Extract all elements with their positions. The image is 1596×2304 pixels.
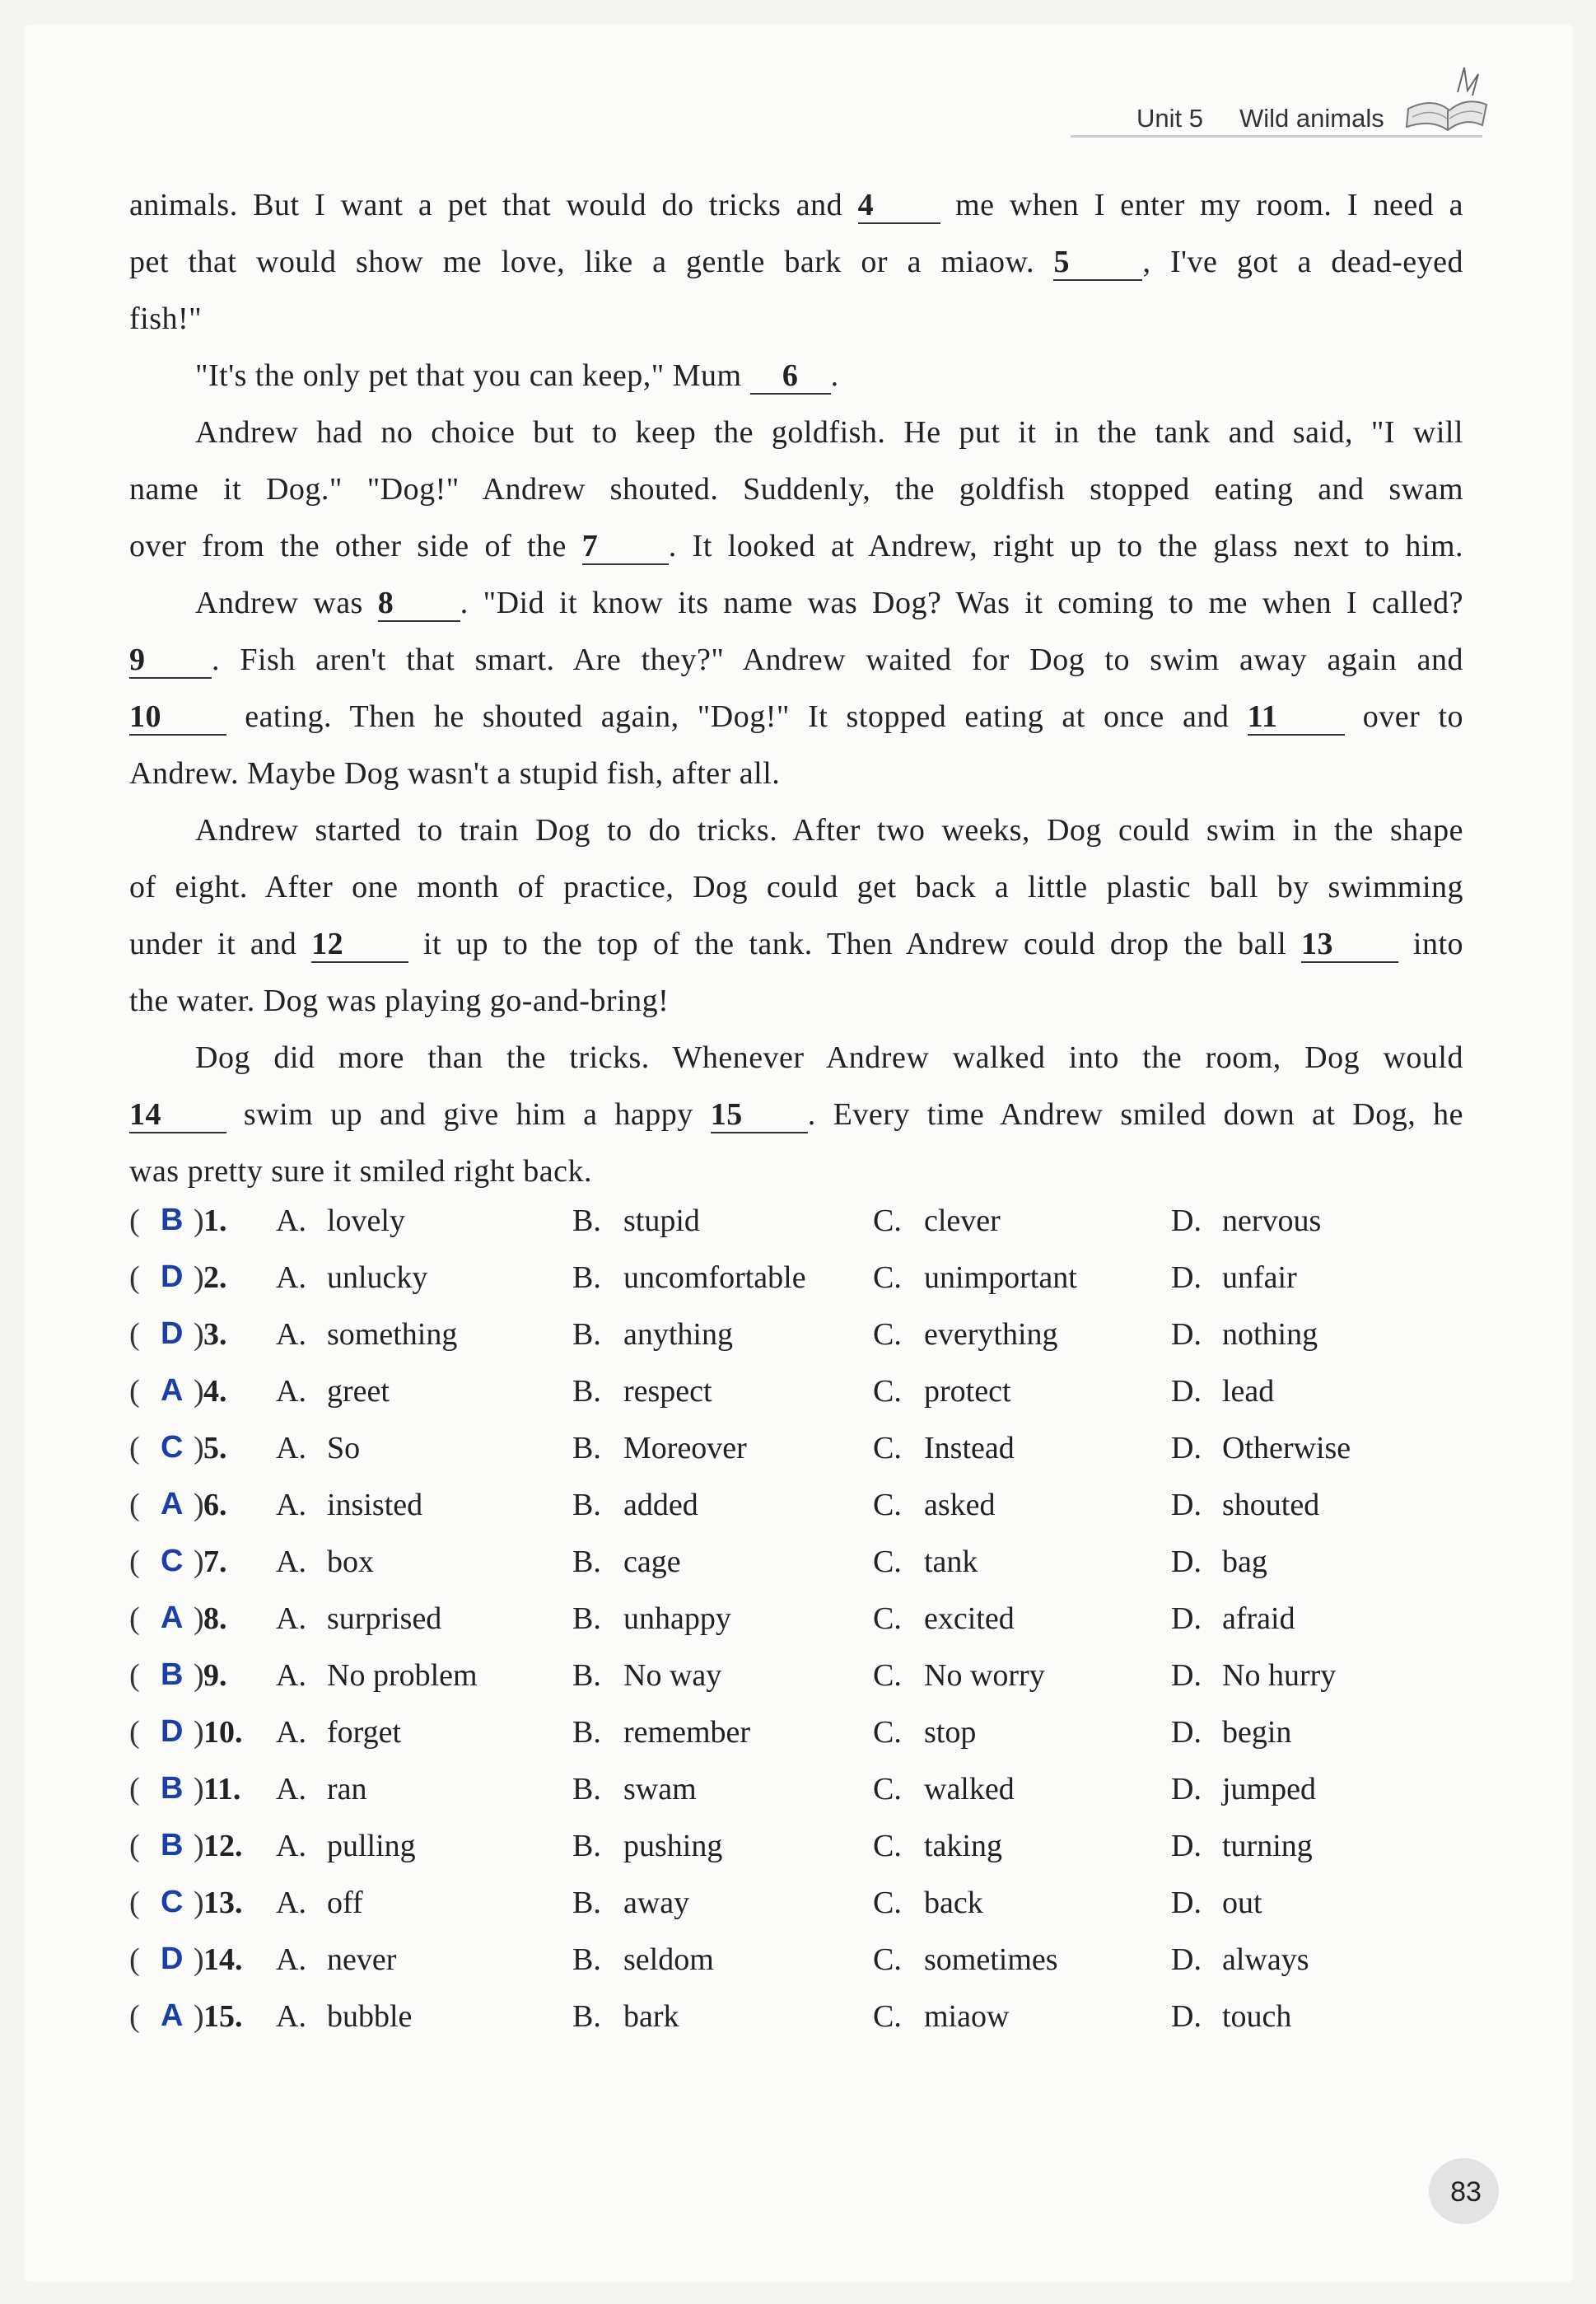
option-a: greet — [327, 1374, 390, 1409]
question-row — [129, 1487, 1480, 1536]
paren-open: ( — [129, 1488, 140, 1522]
passage-line: 9 . Fish aren't that smart. Are they?" Andrew waited for Dog to swim away again and — [129, 643, 1463, 677]
paren-close: ) — [194, 1886, 204, 1920]
question-row — [129, 1885, 1480, 1934]
option-c: sometimes — [924, 1942, 1058, 1977]
question-number: 12. — [203, 1829, 243, 1863]
option-d: afraid — [1222, 1601, 1295, 1636]
page-number-badge — [1425, 2152, 1507, 2226]
paren-open: ( — [129, 1658, 140, 1693]
passage-line: fish!" — [129, 301, 203, 336]
paren-close: ) — [194, 1317, 204, 1352]
option-letter-d: D. — [1171, 1488, 1202, 1522]
option-letter-a: A. — [276, 1942, 306, 1977]
option-c: Instead — [924, 1431, 1015, 1465]
blank-12: 12 — [311, 927, 408, 963]
answer-letter: B — [161, 1203, 184, 1237]
paren-close: ) — [194, 1601, 204, 1636]
answer-letter: B — [161, 1828, 184, 1862]
option-letter-c: C. — [873, 1317, 902, 1352]
option-d: touch — [1222, 1999, 1292, 2034]
option-c: taking — [924, 1829, 1002, 1863]
option-letter-b: B. — [572, 1431, 601, 1465]
option-letter-d: D. — [1171, 1374, 1202, 1409]
question-number: 6. — [203, 1488, 227, 1522]
paren-close: ) — [194, 1374, 204, 1409]
option-letter-b: B. — [572, 1203, 601, 1238]
option-c: protect — [924, 1374, 1011, 1409]
option-letter-b: B. — [572, 1715, 601, 1750]
option-letter-c: C. — [873, 1431, 902, 1465]
option-letter-a: A. — [276, 1545, 306, 1579]
option-letter-a: A. — [276, 1488, 306, 1522]
option-letter-c: C. — [873, 1772, 902, 1806]
option-b: stupid — [623, 1203, 700, 1238]
option-letter-c: C. — [873, 1374, 902, 1409]
option-b: Moreover — [623, 1431, 747, 1465]
blank-7: 7 — [582, 529, 669, 565]
open-book-icon — [1400, 59, 1491, 142]
option-letter-b: B. — [572, 1601, 601, 1636]
answer-letter: C — [161, 1544, 184, 1578]
option-a: something — [327, 1317, 458, 1352]
question-row — [129, 1657, 1480, 1707]
question-number: 9. — [203, 1658, 227, 1693]
option-a: unlucky — [327, 1260, 428, 1295]
question-row — [129, 1828, 1480, 1877]
paren-open: ( — [129, 1715, 140, 1750]
answer-letter: C — [161, 1430, 184, 1465]
question-row — [129, 1203, 1480, 1252]
option-a: ran — [327, 1772, 367, 1806]
question-row — [129, 1430, 1480, 1479]
option-d: shouted — [1222, 1488, 1320, 1522]
question-row — [129, 1601, 1480, 1650]
option-letter-a: A. — [276, 1829, 306, 1863]
option-a: surprised — [327, 1601, 442, 1636]
passage-line: Andrew was 8 . "Did it know its name was Dog? Was it coming to me when I called? — [195, 586, 1463, 620]
option-b: No way — [623, 1658, 722, 1693]
passage-line: Andrew started to train Dog to do tricks. After two weeks, Dog could swim in the shape — [195, 813, 1463, 848]
paren-close: ) — [194, 1658, 204, 1693]
option-d: out — [1222, 1886, 1262, 1920]
option-a: pulling — [327, 1829, 416, 1863]
option-a: So — [327, 1431, 361, 1465]
option-letter-a: A. — [276, 1203, 306, 1238]
blank-8: 8 — [378, 586, 460, 622]
option-letter-d: D. — [1171, 1431, 1202, 1465]
paren-open: ( — [129, 1942, 140, 1977]
paren-open: ( — [129, 1317, 140, 1352]
question-row — [129, 1316, 1480, 1366]
option-a: never — [327, 1942, 397, 1977]
question-row — [129, 1259, 1480, 1309]
question-row — [129, 1942, 1480, 1991]
option-letter-a: A. — [276, 1999, 306, 2034]
option-a: forget — [327, 1715, 402, 1750]
paren-open: ( — [129, 1203, 140, 1238]
answer-letter: C — [161, 1885, 184, 1919]
option-letter-b: B. — [572, 1772, 601, 1806]
option-d: Otherwise — [1222, 1431, 1351, 1465]
option-letter-a: A. — [276, 1715, 306, 1750]
blank-10: 10 — [129, 699, 226, 736]
answer-letter: D — [161, 1714, 184, 1749]
answer-letter: A — [161, 1601, 184, 1635]
option-a: No problem — [327, 1658, 478, 1693]
option-letter-d: D. — [1171, 1942, 1202, 1977]
option-letter-b: B. — [572, 1317, 601, 1352]
option-letter-d: D. — [1171, 1260, 1202, 1295]
paren-open: ( — [129, 1601, 140, 1636]
question-number: 4. — [203, 1374, 227, 1409]
option-letter-a: A. — [276, 1658, 306, 1693]
option-c: tank — [924, 1545, 978, 1579]
option-letter-a: A. — [276, 1772, 306, 1806]
option-letter-d: D. — [1171, 1715, 1202, 1750]
option-b: unhappy — [623, 1601, 731, 1636]
option-c: No worry — [924, 1658, 1045, 1693]
paren-open: ( — [129, 1374, 140, 1409]
option-letter-c: C. — [873, 1658, 902, 1693]
passage-line: Andrew had no choice but to keep the goldfish. He put it in the tank and said, "I will — [195, 415, 1463, 450]
option-b: cage — [623, 1545, 681, 1579]
passage-line: pet that would show me love, like a gentle bark or a miaow. 5 , I've got a dead-eyed — [129, 245, 1463, 279]
unit-topic: Wild animals — [1239, 104, 1384, 133]
passage-line: animals. But I want a pet that would do tricks and 4 me when I enter my room. I need a — [129, 188, 1463, 222]
option-letter-d: D. — [1171, 1601, 1202, 1636]
option-letter-a: A. — [276, 1374, 306, 1409]
option-b: uncomfortable — [623, 1260, 806, 1295]
answer-letter: D — [161, 1259, 184, 1294]
blank-11: 11 — [1248, 699, 1345, 736]
answer-letter: A — [161, 1998, 184, 2033]
option-letter-c: C. — [873, 1715, 902, 1750]
option-d: No hurry — [1222, 1658, 1337, 1693]
answer-letter: A — [161, 1373, 184, 1408]
option-letter-d: D. — [1171, 1658, 1202, 1693]
paren-close: ) — [194, 1999, 204, 2034]
question-number: 11. — [203, 1772, 241, 1806]
paren-close: ) — [194, 1715, 204, 1750]
option-letter-b: B. — [572, 1488, 601, 1522]
option-letter-d: D. — [1171, 1317, 1202, 1352]
answer-letter: D — [161, 1942, 184, 1976]
option-letter-a: A. — [276, 1260, 306, 1295]
paren-open: ( — [129, 1260, 140, 1295]
option-letter-c: C. — [873, 1545, 902, 1579]
option-letter-d: D. — [1171, 1203, 1202, 1238]
option-d: nervous — [1222, 1203, 1322, 1238]
option-c: walked — [924, 1772, 1015, 1806]
paren-close: ) — [194, 1203, 204, 1238]
passage-line: name it Dog." "Dog!" Andrew shouted. Suddenly, the goldfish stopped eating and swam — [129, 472, 1463, 507]
page-number: 83 — [1450, 2176, 1482, 2208]
option-letter-d: D. — [1171, 1772, 1202, 1806]
option-letter-d: D. — [1171, 1999, 1202, 2034]
passage-line: of eight. After one month of practice, Dog could get back a little plastic ball by swimming — [129, 870, 1463, 904]
passage-line: was pretty sure it smiled right back. — [129, 1154, 592, 1189]
option-d: begin — [1222, 1715, 1292, 1750]
option-letter-b: B. — [572, 1829, 601, 1863]
passage-line: over from the other side of the 7 . It looked at Andrew, right up to the glass next to him. — [129, 529, 1464, 563]
question-number: 2. — [203, 1260, 227, 1295]
paren-close: ) — [194, 1942, 204, 1977]
option-letter-c: C. — [873, 1886, 902, 1920]
paren-open: ( — [129, 1545, 140, 1579]
option-letter-a: A. — [276, 1431, 306, 1465]
answer-letter: B — [161, 1657, 184, 1692]
option-d: turning — [1222, 1829, 1313, 1863]
option-letter-b: B. — [572, 1545, 601, 1579]
paren-open: ( — [129, 1431, 140, 1465]
paren-close: ) — [194, 1488, 204, 1522]
question-row — [129, 1714, 1480, 1764]
option-letter-c: C. — [873, 1942, 902, 1977]
passage-line: under it and 12 it up to the top of the tank. Then Andrew could drop the ball 13 into — [129, 927, 1464, 961]
paren-close: ) — [194, 1431, 204, 1465]
passage-line: "It's the only pet that you can keep," Mum 6 . — [195, 358, 839, 393]
option-letter-b: B. — [572, 1942, 601, 1977]
option-b: bark — [623, 1999, 679, 2034]
question-number: 3. — [203, 1317, 227, 1352]
option-a: insisted — [327, 1488, 423, 1522]
question-number: 15. — [203, 1999, 243, 2034]
question-number: 13. — [203, 1886, 243, 1920]
question-number: 7. — [203, 1545, 227, 1579]
paren-close: ) — [194, 1772, 204, 1806]
question-row — [129, 1998, 1480, 2048]
blank-13: 13 — [1301, 927, 1398, 963]
passage-line: 10 eating. Then he shouted again, "Dog!" It stopped eating at once and 11 over to — [129, 699, 1464, 734]
option-letter-d: D. — [1171, 1886, 1202, 1920]
option-letter-c: C. — [873, 1601, 902, 1636]
option-b: swam — [623, 1772, 697, 1806]
blank-6: 6 — [750, 358, 831, 395]
option-letter-b: B. — [572, 1886, 601, 1920]
option-b: pushing — [623, 1829, 723, 1863]
option-c: stop — [924, 1715, 977, 1750]
paren-close: ) — [194, 1545, 204, 1579]
blank-9: 9 — [129, 643, 212, 679]
option-d: lead — [1222, 1374, 1275, 1409]
option-letter-c: C. — [873, 1203, 902, 1238]
option-a: lovely — [327, 1203, 405, 1238]
question-number: 10. — [203, 1715, 243, 1750]
question-number: 14. — [203, 1942, 243, 1977]
option-d: nothing — [1222, 1317, 1318, 1352]
blank-14: 14 — [129, 1097, 226, 1133]
option-letter-b: B. — [572, 1260, 601, 1295]
option-a: bubble — [327, 1999, 413, 2034]
option-letter-c: C. — [873, 1999, 902, 2034]
option-b: remember — [623, 1715, 751, 1750]
option-d: bag — [1222, 1545, 1267, 1579]
answer-letter: B — [161, 1771, 184, 1806]
answer-letter: D — [161, 1316, 184, 1351]
option-d: jumped — [1222, 1772, 1316, 1806]
question-row — [129, 1771, 1480, 1820]
option-b: respect — [623, 1374, 712, 1409]
unit-label: Unit 5 — [1136, 104, 1203, 133]
question-row — [129, 1373, 1480, 1423]
option-letter-b: B. — [572, 1374, 601, 1409]
option-a: box — [327, 1545, 374, 1579]
passage-line: Andrew. Maybe Dog wasn't a stupid fish, after all. — [129, 756, 781, 791]
question-number: 8. — [203, 1601, 227, 1636]
passage-line: Dog did more than the tricks. Whenever Andrew walked into the room, Dog would — [195, 1040, 1463, 1075]
option-b: added — [623, 1488, 698, 1522]
passage-line: 14 swim up and give him a happy 15 . Every time Andrew smiled down at Dog, he — [129, 1097, 1464, 1132]
option-letter-d: D. — [1171, 1829, 1202, 1863]
option-c: everything — [924, 1317, 1058, 1352]
option-b: away — [623, 1886, 690, 1920]
paren-open: ( — [129, 1886, 140, 1920]
answer-letter: A — [161, 1487, 184, 1521]
paren-close: ) — [194, 1829, 204, 1863]
blank-5: 5 — [1053, 245, 1142, 281]
option-letter-c: C. — [873, 1488, 902, 1522]
option-d: unfair — [1222, 1260, 1297, 1295]
option-b: anything — [623, 1317, 733, 1352]
option-letter-c: C. — [873, 1260, 902, 1295]
option-letter-a: A. — [276, 1317, 306, 1352]
option-c: excited — [924, 1601, 1015, 1636]
blank-4: 4 — [858, 188, 940, 224]
paren-open: ( — [129, 1772, 140, 1806]
option-a: off — [327, 1886, 363, 1920]
option-c: unimportant — [924, 1260, 1077, 1295]
question-number: 1. — [203, 1203, 227, 1238]
option-c: miaow — [924, 1999, 1010, 2034]
paren-open: ( — [129, 1829, 140, 1863]
question-number: 5. — [203, 1431, 227, 1465]
option-letter-a: A. — [276, 1886, 306, 1920]
paren-open: ( — [129, 1999, 140, 2034]
option-letter-a: A. — [276, 1601, 306, 1636]
option-c: back — [924, 1886, 983, 1920]
option-c: asked — [924, 1488, 996, 1522]
option-d: always — [1222, 1942, 1309, 1977]
option-letter-b: B. — [572, 1999, 601, 2034]
option-c: clever — [924, 1203, 1001, 1238]
option-b: seldom — [623, 1942, 714, 1977]
question-row — [129, 1544, 1480, 1593]
passage-line: the water. Dog was playing go-and-bring! — [129, 984, 670, 1018]
blank-15: 15 — [711, 1097, 808, 1133]
option-letter-c: C. — [873, 1829, 902, 1863]
option-letter-b: B. — [572, 1658, 601, 1693]
paren-close: ) — [194, 1260, 204, 1295]
option-letter-d: D. — [1171, 1545, 1202, 1579]
